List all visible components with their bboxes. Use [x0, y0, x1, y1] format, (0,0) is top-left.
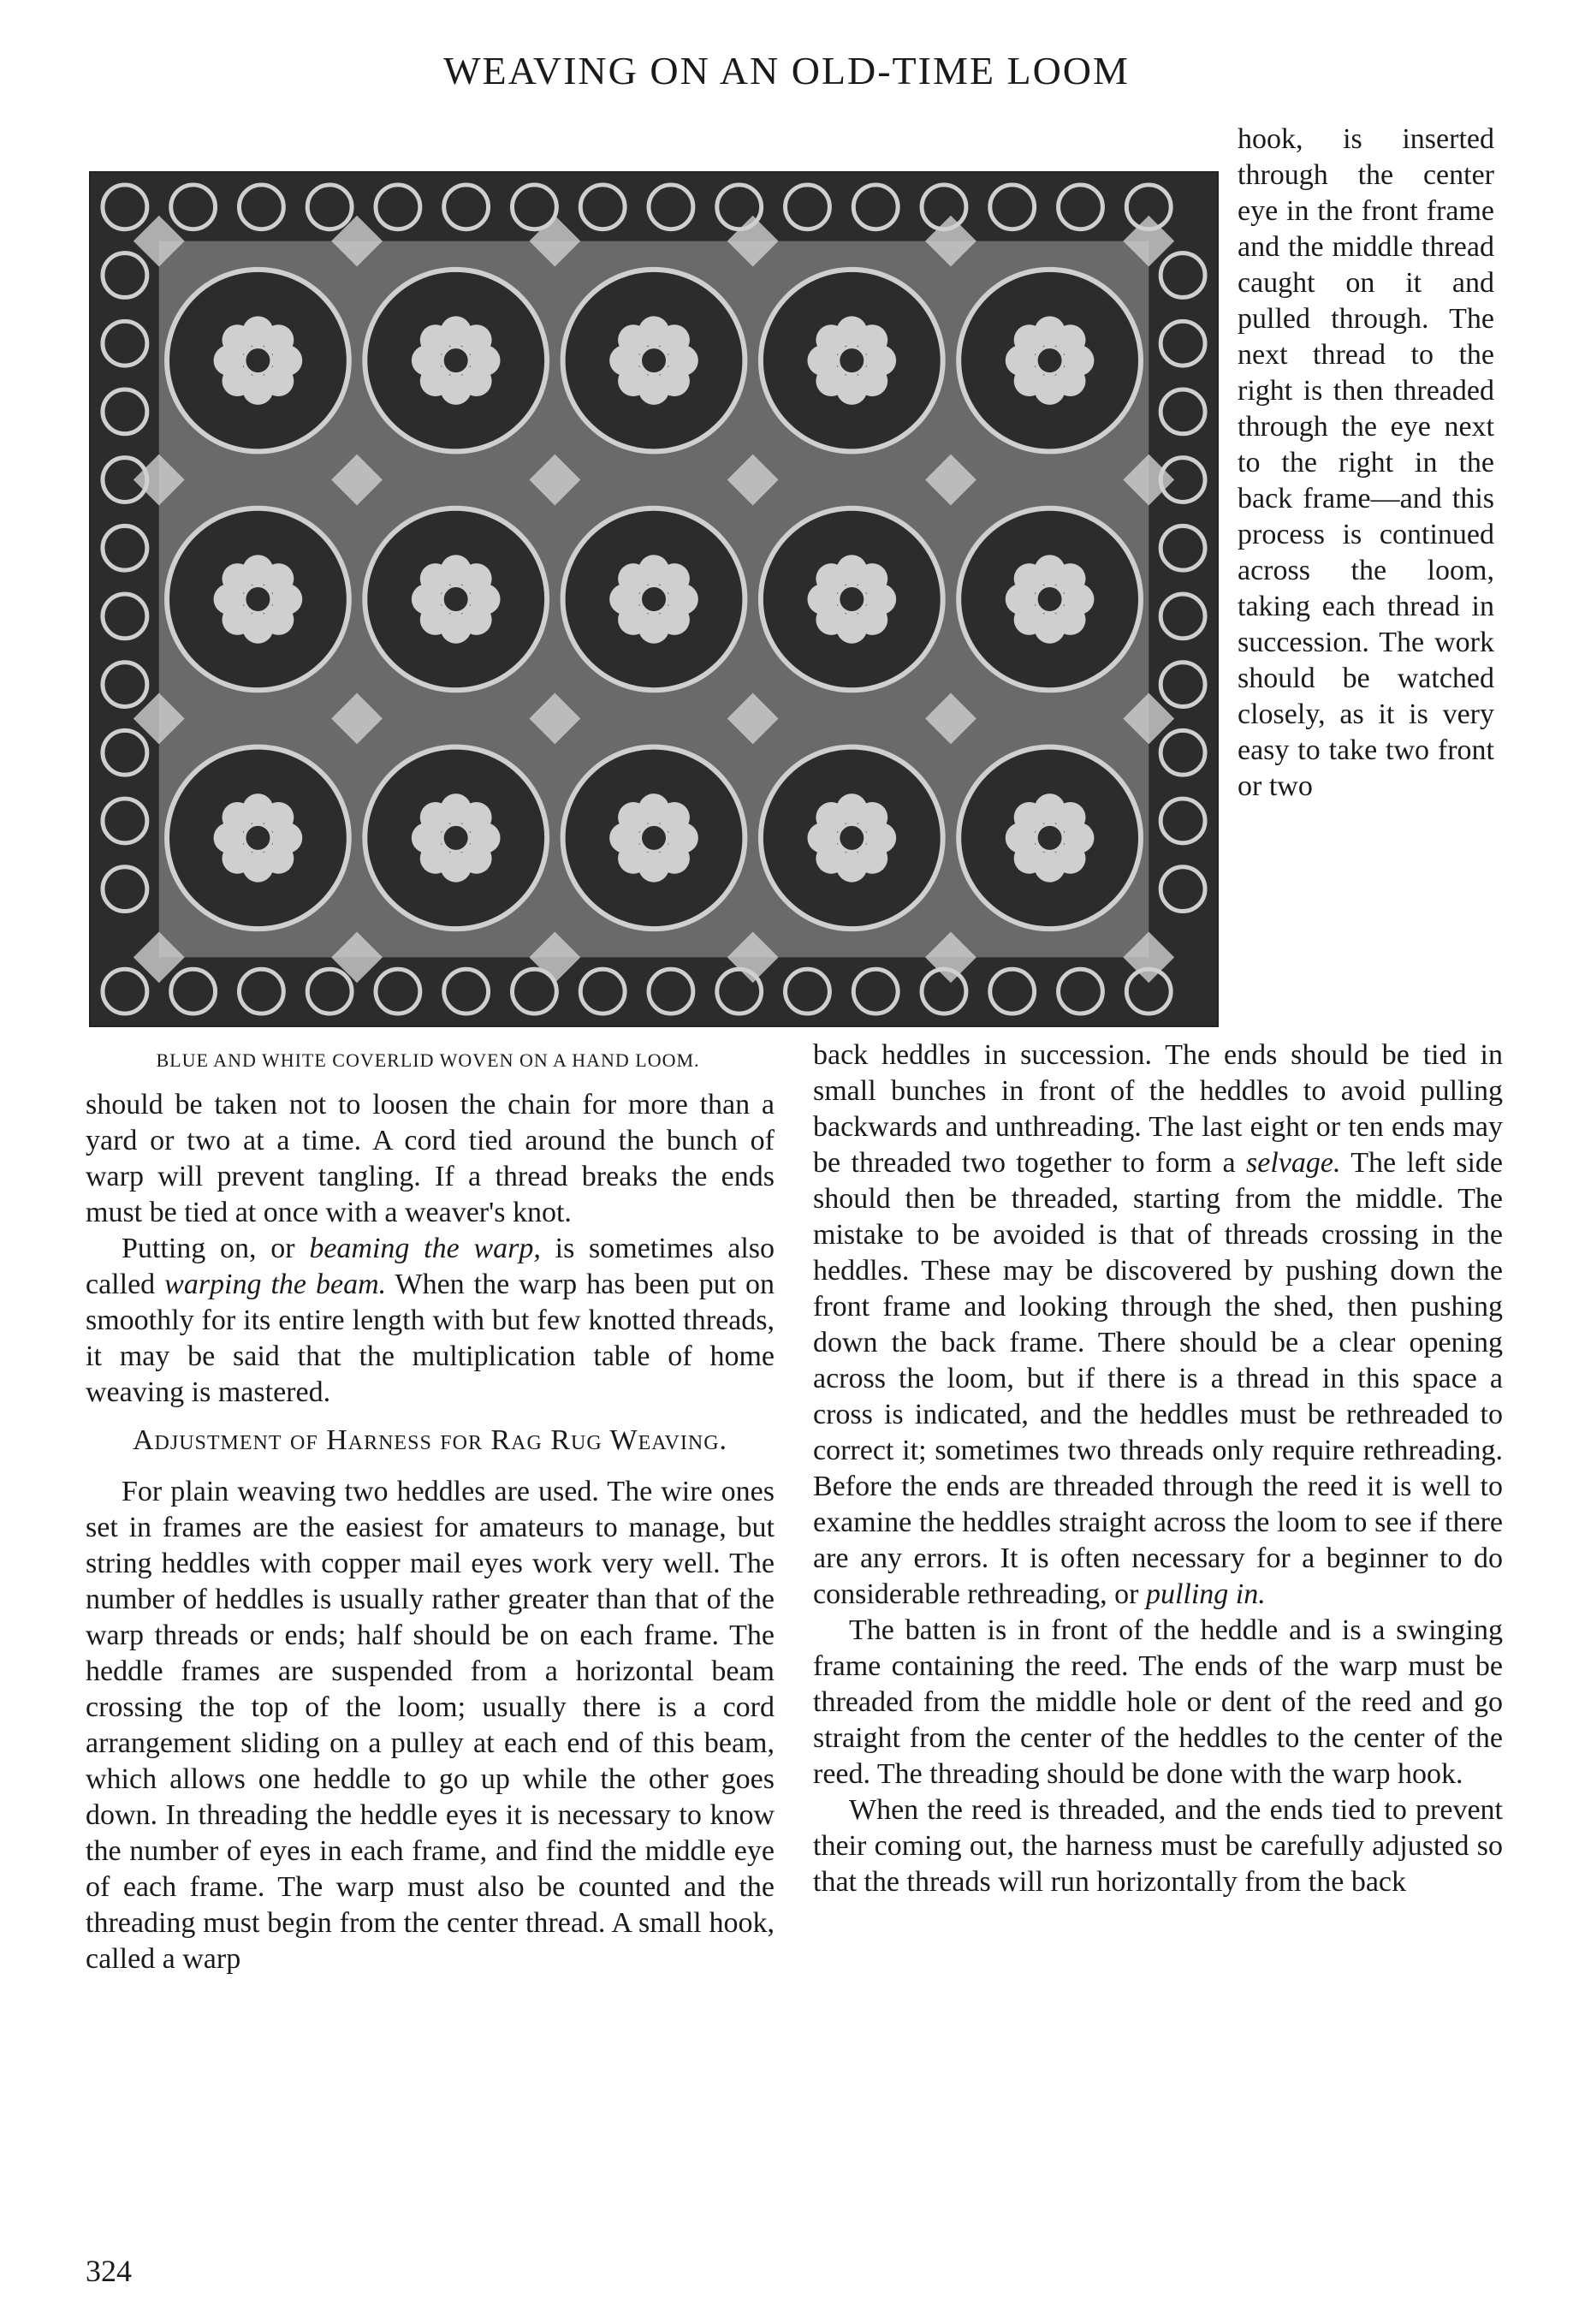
- text-run: When the warp has been put on smoothly for its entire length with but few knotted threads, it may be said that the multiplication table of home weaving is mastered.: [86, 1269, 775, 1408]
- right-narrow-column: [1238, 122, 1494, 805]
- page-number: 324: [86, 2254, 132, 2288]
- flower-center: [1036, 347, 1064, 374]
- flower-center: [640, 824, 668, 852]
- figure-caption: BLUE AND WHITE COVERLID WOVEN ON A HAND LOOM.: [156, 1049, 700, 1071]
- flower-center: [640, 585, 668, 613]
- flower-center: [244, 824, 271, 852]
- coverlid-photo: [89, 171, 1219, 1027]
- text-run: Putting on, or: [122, 1233, 310, 1264]
- flower-center: [1036, 585, 1064, 613]
- flower-center: [442, 347, 470, 374]
- italic-term-selvage: selvage.: [1246, 1147, 1341, 1179]
- right-paragraph-3: When the reed is threaded, and the ends tied to prevent their coming out, the harness must be carefully adjusted so that the threads will run horizontally from the back: [813, 1794, 1503, 1898]
- flower-center: [442, 585, 470, 613]
- text-run: back heddles in succession. The ends should be tied in small bunches in front of the heddles to avoid pulling backwards and unthreading. The last eight or ten ends may be threaded two together to form a: [813, 1039, 1503, 1179]
- flower-center: [838, 585, 865, 613]
- left-column: [86, 1087, 775, 1977]
- right-paragraph-1: [813, 1037, 1503, 1613]
- flower-center: [244, 585, 271, 613]
- flower-center: [244, 347, 271, 374]
- italic-term-beaming: beaming the warp,: [309, 1233, 541, 1264]
- text-run: is sometimes also called: [86, 1233, 775, 1300]
- right-narrow-paragraph: hook, is inserted through the center eye in the front frame and the middle thread caught on it and pulled through. The next thread to the right is then threaded through the eye next to the right in the back frame—and this process is continued across the loom, taking each thread in succession. The work should be watched closely, as it is very easy to take two front or two: [1238, 123, 1494, 802]
- right-paragraph-2: The batten is in front of the heddle and is a swinging frame containing the reed. The ends of the warp must be threaded from the middle hole or dent of the reed and go straight from the center of the heddles to the center of the reed. The threading should be done with the warp hook.: [813, 1614, 1503, 1790]
- flower-center: [640, 347, 668, 374]
- flower-center: [1036, 824, 1064, 852]
- coverlid-pattern: [91, 173, 1217, 1025]
- text-run: The left side should then be threaded, starting from the middle. The mistake to be avoided is that of threads crossing in the heddles. These may be discovered by pushing down the front frame and looking through the shed, then pushing down the back frame. There should be a clear opening across the loom, but if there is a thread in this space a cross is indicated, and the heddles must be rethreaded to correct it; sometimes two threads only require rethreading. Before the ends are threaded through the reed it is well to examine the heddles straight across the loom to see if there are any errors. It is often necessary for a beginner to do considerable rethreading, or: [813, 1147, 1503, 1610]
- left-paragraph-1: should be taken not to loosen the chain for more than a yard or two at a time. A cord tied around the bunch of warp will prevent tangling. If a thread breaks the ends must be tied at once with a weaver's knot.: [86, 1089, 775, 1228]
- italic-term-pulling-in: pulling in.: [1145, 1578, 1266, 1610]
- right-column: [813, 1037, 1503, 1900]
- left-paragraph-3: For plain weaving two heddles are used. The wire ones set in frames are the easiest for amateurs to manage, but string heddles with copper mail eyes work very well. The number of heddles is usually rather greater than that of the warp threads or ends; half should be on each frame. The heddle frames are suspended from a horizontal beam crossing the top of the loom; usually there is a cord arrangement sliding on a pulley at each end of this beam, which allows one heddle to go up while the other goes down. In threading the heddle eyes it is necessary to know the number of eyes in each frame, and find the middle eye of each frame. The warp must also be counted and the threading must begin from the center thread. A small hook, called a warp: [86, 1476, 775, 1975]
- flower-center: [838, 347, 865, 374]
- left-paragraph-2: [86, 1231, 775, 1411]
- italic-term-warping: warping the beam.: [164, 1269, 387, 1300]
- flower-center: [442, 824, 470, 852]
- flower-center: [838, 824, 865, 852]
- page-title: WEAVING ON AN OLD-TIME LOOM: [443, 49, 1130, 92]
- section-heading: Adjustment of Harness for Rag Rug Weaving.: [132, 1424, 728, 1456]
